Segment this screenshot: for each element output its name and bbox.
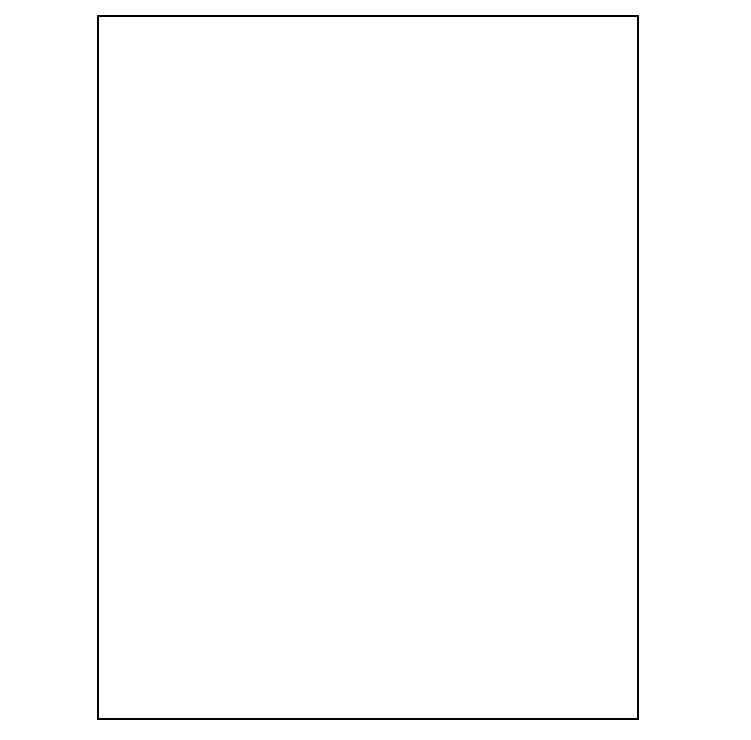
timetable-frame [97,15,639,720]
